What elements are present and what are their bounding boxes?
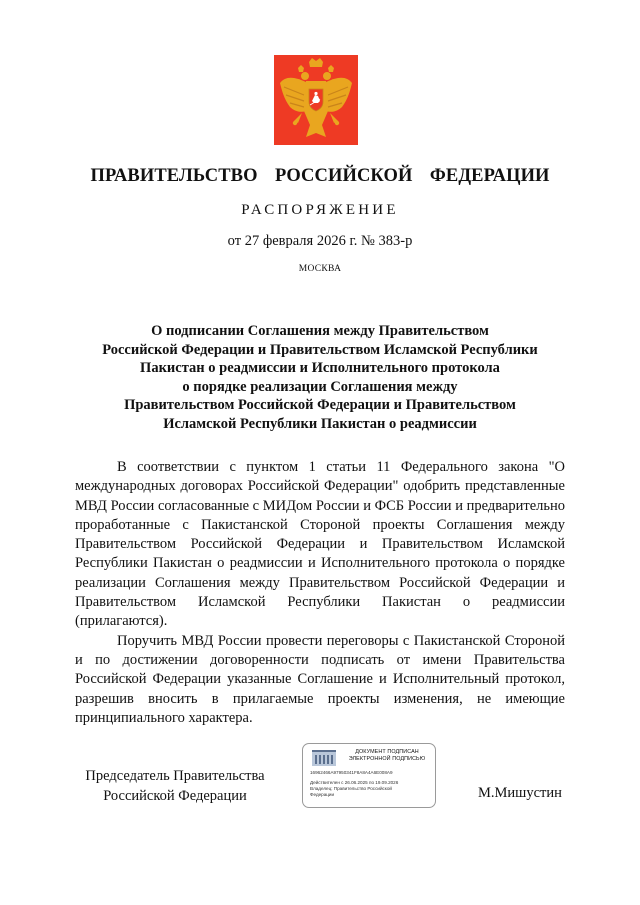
electronic-signature-stamp: [302, 743, 436, 808]
stamp-title-line: ДОКУМЕНТ ПОДПИСАН: [355, 749, 419, 755]
government-building-icon: [311, 749, 337, 767]
document-body: [75, 458, 565, 728]
subject-line: О подписании Соглашения между Правительством: [151, 323, 489, 339]
subject-line: о порядке реализации Соглашения между: [182, 378, 458, 395]
stamp-validity: Действителен с 26.06.2025 по 19.09.2026: [310, 780, 399, 785]
body-paragraph-instruct: Поручить МВД России провести переговоры с Пакистанской Стороной и по достижении договоренности подписать от имени Правительства Российской Федерации указанные Соглашение и Исполнительный протокол, разрешив вносить в прилагаемые проекты изменения, не имеющие принципиального характера.: [75, 632, 565, 726]
stamp-certificate: 16962466A97950341F8A8A4A6E008A9: [310, 770, 393, 775]
russian-coat-of-arms-icon: [274, 55, 358, 145]
government-title: ПРАВИТЕЛЬСТВО РОССИЙСКОЙ ФЕДЕРАЦИИ: [90, 166, 550, 186]
document-date-number: от 27 февраля 2026 г. № 383-р: [227, 233, 413, 249]
stamp-title-line: ЭЛЕКТРОННОЙ ПОДПИСЬЮ: [348, 756, 426, 762]
subject-line: Пакистан о реадмиссии и Исполнительного протокола: [140, 360, 500, 376]
subject-line: Исламской Республики Пакистан о реадмиссии: [163, 415, 477, 432]
signatory-position-line: Председатель Правительства: [85, 768, 265, 784]
body-paragraph-approve: В соответствии с пунктом 1 статьи 11 Федерального закона "О международных договорах Российской Федерации" одобрить представленные МВД России согласованные с МИДом России и ФСБ России и предварительно проработанные с Пакистанской Стороной проекты Соглашения между Правительством Российской Федерации и Правительством Исламской Республики Пакистан о реадмиссии и Исполнительного протокола о порядке реализации Соглашения между Правительством Российской Федерации и Правительством Исламской Республики Пакистан о реадмиссии (прилагаются).: [75, 459, 565, 630]
subject-line: Правительством Российской Федерации и Правительством: [124, 397, 516, 413]
stamp-owner: Федерации: [310, 792, 335, 797]
signatory-position: [75, 767, 275, 806]
stamp-title: [341, 749, 433, 763]
document-type: РАСПОРЯЖЕНИЕ: [241, 202, 399, 218]
subject-line: Российской Федерации и Правительством Исламской Республики: [102, 341, 538, 358]
document-city: МОСКВА: [298, 264, 342, 274]
stamp-owner: Владелец: Правительство Российской: [310, 786, 392, 791]
signatory-name: М.Мишустин: [478, 785, 562, 801]
document-subject: [60, 322, 580, 433]
signatory-position-line: Российской Федерации: [103, 787, 247, 804]
